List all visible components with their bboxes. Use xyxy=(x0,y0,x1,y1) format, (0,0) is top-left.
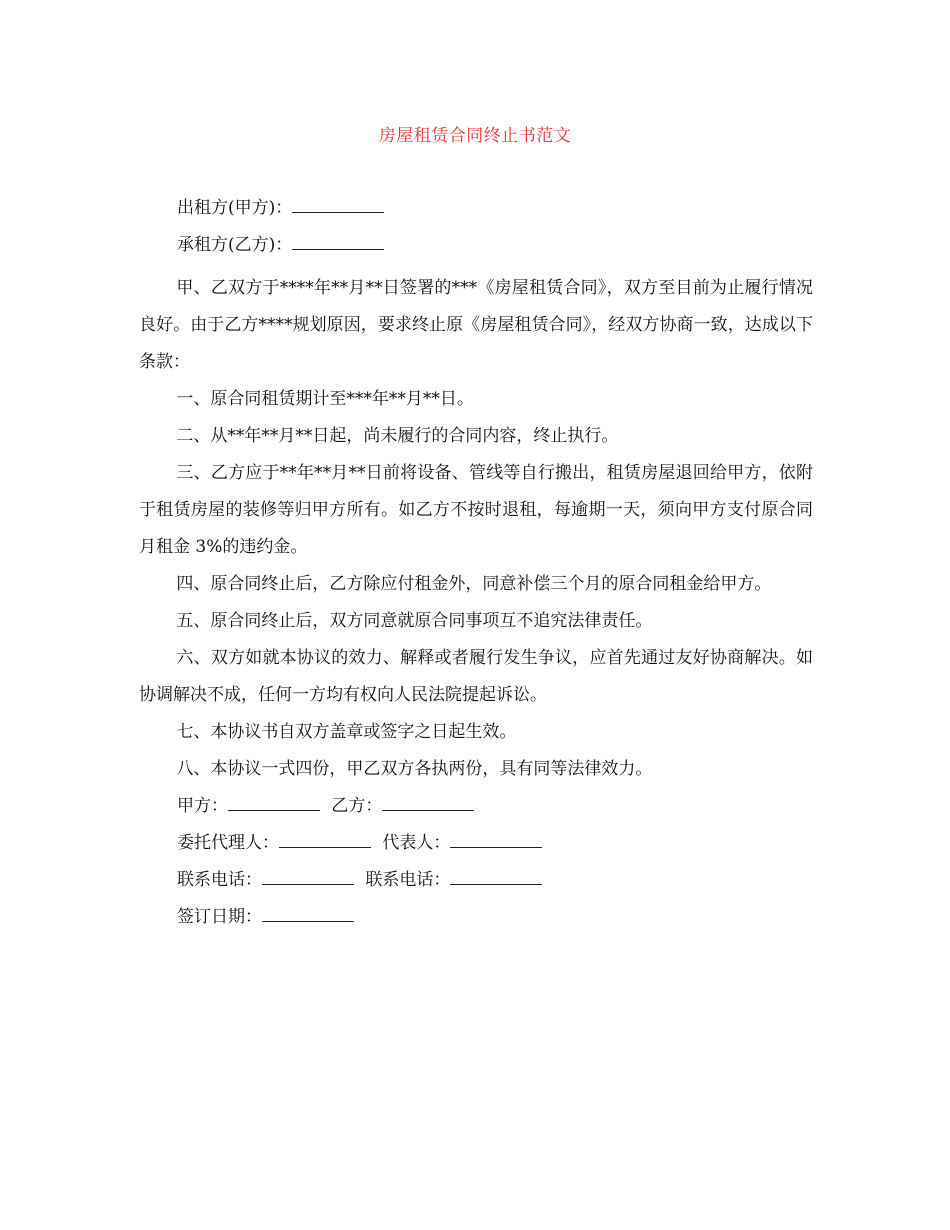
phone-a-label: 联系电话： xyxy=(177,870,262,890)
clause-3: 三、乙方应于**年**月**日前将设备、管线等自行搬出，租赁房屋退回给甲方，依附于租赁房屋的装修等归甲方所有。如乙方不按时退租，每逾期一天，须向甲方支付原合同月租金 3%的违约金。 xyxy=(139,463,813,557)
phone-b-blank xyxy=(450,870,542,885)
representative-blank xyxy=(450,833,542,848)
clause-2: 二、从**年**月**日起，尚未履行的合同内容，终止执行。 xyxy=(176,426,619,446)
clause-4: 四、原合同终止后，乙方除应付租金外，同意补偿三个月的原合同租金给甲方。 xyxy=(176,574,772,594)
lessor-blank xyxy=(292,198,384,213)
signature-parties-row xyxy=(139,788,813,825)
lessee-blank xyxy=(292,235,384,250)
lessee-label: 承租方(乙方)： xyxy=(177,235,293,255)
clause-5: 五、原合同终止后，双方同意就原合同事项互不追究法律责任。 xyxy=(176,611,653,631)
date-blank xyxy=(262,907,354,922)
party-a-blank xyxy=(228,796,320,811)
intro-paragraph: 甲、乙双方于****年**月**日签署的***《房屋租赁合同》，双方至目前为止履行情况良好。由于乙方****规划原因，要求终止原《房屋租赁合同》，经双方协商一致，达成以下条款： xyxy=(139,278,813,372)
clause-7: 七、本协议书自双方盖章或签字之日起生效。 xyxy=(176,722,517,742)
phone-a-blank xyxy=(262,870,354,885)
party-a-label: 甲方： xyxy=(177,796,228,816)
agent-label: 委托代理人： xyxy=(177,833,279,853)
document-title: 房屋租赁合同终止书范文 xyxy=(378,126,572,146)
lessor-line xyxy=(139,196,813,220)
party-b-label: 乙方： xyxy=(331,796,383,816)
lessor-label: 出租方(甲方)： xyxy=(177,198,293,218)
signature-date-row xyxy=(139,899,813,936)
signature-phone-row xyxy=(139,862,813,899)
date-label: 签订日期： xyxy=(177,907,262,927)
representative-label: 代表人： xyxy=(382,833,451,853)
party-b-blank xyxy=(382,796,474,811)
clause-1: 一、原合同租赁期计至***年**月**日。 xyxy=(176,389,474,409)
lessee-line xyxy=(139,233,813,257)
signature-agent-row xyxy=(139,825,813,862)
document-body xyxy=(139,196,813,936)
agent-blank xyxy=(279,833,371,848)
clause-8: 八、本协议一式四份，甲乙双方各执两份，具有同等法律效力。 xyxy=(176,759,653,779)
clause-6: 六、双方如就本协议的效力、解释或者履行发生争议，应首先通过友好协商解决。如协调解决不成，任何一方均有权向人民法院提起诉讼。 xyxy=(139,648,813,705)
phone-b-label: 联系电话： xyxy=(365,870,451,890)
